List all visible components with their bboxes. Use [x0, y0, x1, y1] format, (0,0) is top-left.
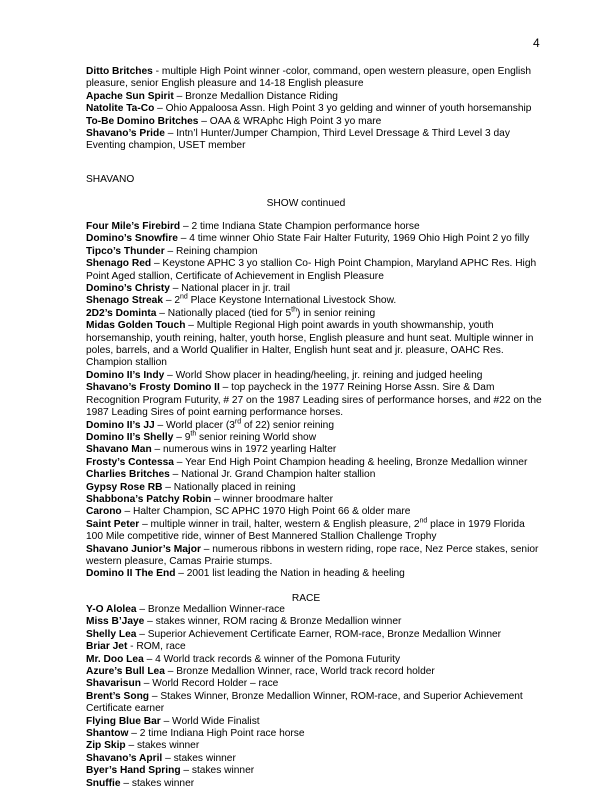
entry-text: – 2 time Indiana High Point race horse [128, 728, 305, 740]
list-item [86, 233, 542, 245]
horse-name: Shenago Red [86, 258, 152, 270]
entry-text: – stakes winner [162, 752, 236, 764]
entry-text: – Stakes Winner, Bronze Medallion Winner, ROM-race, and Superior Achievement Certificate earner [86, 690, 523, 715]
list-item [86, 469, 542, 481]
entry-text: – Keystone APHC 3 yo stallion Co- High Point Champion, Maryland APHC Res. High Point Aged stallion, Certificate of Achievement in English Pleasure [86, 258, 537, 282]
horse-name: Domino II’s JJ [86, 419, 155, 431]
list-item [86, 765, 542, 777]
horse-name: Shavano’s Frosty Domino II [86, 382, 220, 394]
list-item [86, 728, 542, 740]
entry-text-continued: Place Keystone International Livestock Show. [187, 295, 397, 307]
list-item [86, 128, 542, 153]
horse-name: Frosty’s Contessa [86, 456, 174, 468]
list-item [86, 604, 542, 616]
entry-text-continued: place in 1979 Florida 100 Mile competitive ride, winner of Best Mannered Stallion Challenge Trophy [86, 518, 525, 543]
horse-name: Tipco’s Thunder [86, 245, 165, 257]
list-item [86, 666, 542, 678]
entry-text-continued: of 22) senior reining [241, 419, 335, 431]
entry-text: – Intn’l Hunter/Jumper Champion, Third Level Dressage & Third Level 3 day Eventing champion, USET member [86, 128, 510, 152]
horse-name: Shavano Man [86, 444, 152, 456]
entry-text: – Ohio Appaloosa Assn. High Point 3 yo gelding and winner of youth horsemanship [154, 103, 532, 115]
entry-text: – National placer in jr. trail [169, 283, 291, 295]
page-number: 4 [533, 36, 540, 50]
list-item [86, 103, 542, 115]
section-label: SHAVANO [86, 174, 135, 185]
list-item [86, 716, 542, 728]
horse-name: Shavano Junior’s Major [86, 543, 201, 555]
horse-name: Domino II The End [86, 568, 176, 580]
entry-text: – Year End High Point Champion heading & heeling, Bronze Medallion winner [173, 456, 528, 468]
race-entries [86, 604, 542, 790]
horse-name: Zip Skip [86, 740, 126, 752]
horse-name: Gypsy Rose RB [86, 481, 163, 493]
list-item [86, 370, 542, 382]
list-item [86, 519, 542, 544]
list-item [86, 654, 542, 666]
list-item [86, 641, 542, 653]
list-item [86, 432, 542, 444]
horse-name: Azure’s Bull Lea [86, 666, 165, 678]
list-item [86, 568, 542, 580]
list-item [86, 382, 542, 419]
entry-text: – Bronze Medallion Distance Riding [173, 90, 338, 102]
list-item [86, 258, 542, 283]
list-item [86, 691, 542, 716]
entry-text: – winner broodmare halter [211, 493, 334, 505]
horse-name: Shavano’s Pride [86, 128, 165, 140]
entry-text: – Halter Champion, SC APHC 1970 High Point 66 & older mare [121, 506, 411, 518]
list-item [86, 740, 542, 752]
entry-text: – National Jr. Grand Champion halter stallion [169, 469, 376, 481]
horse-name: Shantow [86, 728, 129, 740]
entry-text: – Multiple Regional High point awards in youth showmanship, youth horsemanship, youth reining, halter, youth horse, English pleasure and hunt seat. Multiple winner in poles, barrels, and a World Qualifier in Halter, English hunt seat and jr. pleasure, OAHC Res. Champion stallion [86, 320, 534, 369]
ordinal-suffix: th [190, 430, 197, 438]
entry-text: - multiple High Point winner -color, command, open western pleasure, open English pleasure, senior English pleasure and 14-18 English pleasure [86, 66, 532, 90]
entry-text: – Bronze Medallion Winner-race [136, 604, 285, 615]
entry-text: – 2 [163, 295, 180, 307]
horse-name: Charlies Britches [86, 469, 170, 481]
horse-name: Domino II’s Indy [86, 369, 165, 381]
entry-text: – World Record Holder – race [140, 678, 279, 690]
horse-name: Snuffie [86, 777, 121, 789]
list-item [86, 482, 542, 494]
entry-text: – Reining champion [164, 245, 258, 257]
horse-name: To-Be Domino Britches [86, 115, 199, 127]
entry-text: – World Wide Finalist [160, 715, 260, 727]
list-item [86, 295, 542, 307]
show-heading: SHOW continued [266, 198, 346, 209]
entry-text: – top paycheck in the 1977 Reining Horse Assn. Sire & Dam Recognition Program Futurity, # 27 on the 1987 Leading sires of performance horses, and #22 on the 1987 Leading Sires of point earning performance horses. [86, 382, 542, 419]
horse-name: Brent’s Song [86, 690, 150, 702]
entry-text: – numerous wins in 1972 yearling Halter [151, 444, 337, 456]
ordinal-suffix: nd [419, 517, 428, 525]
list-item [86, 246, 542, 258]
list-item [86, 91, 542, 103]
entry-text: – multiple winner in trail, halter, western & English pleasure, 2 [139, 518, 420, 530]
horse-name: Domino’s Snowfire [86, 233, 178, 245]
list-item [86, 457, 542, 469]
horse-name: Miss B’Jaye [86, 616, 145, 628]
list-item [86, 308, 542, 320]
list-item [86, 544, 542, 569]
entry-text: – 9 [173, 431, 191, 443]
entry-text-continued: senior reining World show [196, 431, 317, 443]
horse-name: Shabbona’s Patchy Robin [86, 493, 212, 505]
entry-text: – 2 time Indiana State Champion performance horse [180, 221, 420, 232]
horse-name: Flying Blue Bar [86, 715, 161, 727]
list-item [86, 444, 542, 456]
horse-name: Ditto Britches [86, 66, 153, 77]
entry-text: – stakes winner [125, 740, 200, 752]
ordinal-suffix: nd [180, 294, 188, 302]
entry-text: – 2001 list leading the Nation in heading & heeling [175, 568, 405, 580]
list-item [86, 221, 542, 233]
list-item [86, 283, 542, 295]
list-item [86, 116, 542, 128]
entry-text: – numerous ribbons in western riding, rope race, Nez Perce stakes, senior western pleasure, Camas Prairie stumps. [86, 543, 539, 567]
entry-text: – World Show placer in heading/heeling, jr. reining and judged heeling [164, 369, 483, 381]
horse-name: Natolite Ta-Co [86, 103, 155, 115]
horse-name: Y-O Alolea [86, 604, 137, 615]
horse-name: Carono [86, 506, 122, 518]
list-item [86, 629, 542, 641]
list-item [86, 66, 542, 91]
horse-name: 2D2’s Dominta [86, 307, 157, 319]
horse-name: Apache Sun Spirit [86, 90, 174, 102]
show-entries [86, 221, 542, 581]
entry-text: – Nationally placed (tied for 5 [156, 307, 292, 319]
list-item [86, 506, 542, 518]
list-item [86, 678, 542, 690]
horse-name: Shenago Streak [86, 295, 163, 307]
list-item [86, 753, 542, 765]
list-item [86, 494, 542, 506]
ordinal-suffix: rd [234, 418, 242, 426]
list-item [86, 616, 542, 628]
entry-text: – Superior Achievement Certificate Earner, ROM-race, Bronze Medallion Winner [136, 628, 502, 640]
entry-text: – World placer (3 [154, 419, 235, 431]
list-item [86, 320, 542, 370]
entry-text-continued: ) in senior reining [297, 307, 376, 319]
entry-text: – Bronze Medallion Winner, race, World track record holder [164, 666, 435, 678]
entry-text: – stakes winner, ROM racing & Bronze Medallion winner [144, 616, 402, 628]
list-item [86, 778, 542, 790]
horse-name: Saint Peter [86, 518, 140, 530]
entry-text: – stakes winner [180, 765, 255, 777]
horse-name: Shavarisun [86, 678, 141, 690]
horse-name: Domino’s Christy [86, 283, 170, 295]
race-heading: RACE [291, 593, 321, 604]
list-item [86, 420, 542, 432]
horse-name: Four Mile’s Firebird [86, 221, 181, 232]
horse-name: Briar Jet [86, 641, 128, 653]
horse-name: Byer’s Hand Spring [86, 765, 181, 777]
ordinal-suffix: th [291, 306, 298, 314]
horse-name: Shelly Lea [86, 628, 137, 640]
horse-name: Mr. Doo Lea [86, 653, 144, 665]
entry-text: – OAA & WRAphc High Point 3 yo mare [198, 115, 382, 127]
entry-text: – 4 World track records & winner of the Pomona Futurity [143, 653, 401, 665]
horse-name: Shavano’s April [86, 752, 163, 764]
horse-name: Domino II’s Shelly [86, 431, 174, 443]
horse-name: Midas Golden Touch [86, 320, 186, 332]
intro-entries [86, 66, 542, 153]
entry-text: – stakes winner [120, 777, 195, 789]
entry-text: - ROM, race [127, 641, 186, 653]
entry-text: – 4 time winner Ohio State Fair Halter Futurity, 1969 Ohio High Point 2 yo filly [177, 233, 530, 245]
entry-text: – Nationally placed in reining [162, 481, 296, 493]
